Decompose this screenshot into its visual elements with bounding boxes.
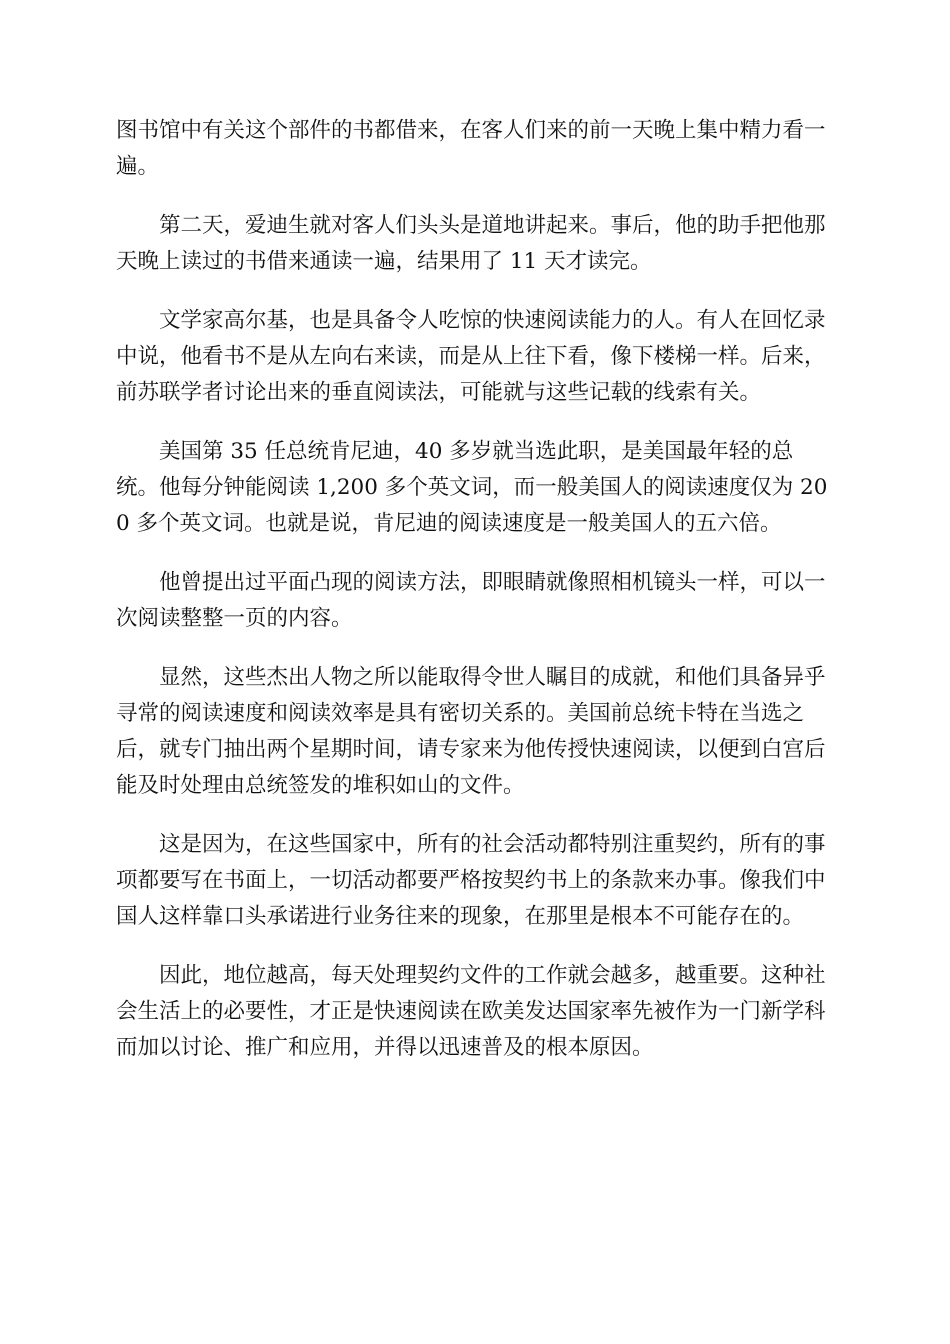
- paragraph-gorky: 文学家高尔基，也是具备令人吃惊的快速阅读能力的人。有人在回忆录中说，他看书不是从左向右来读，而是从上往下看，像下楼梯一样。后来，前苏联学者讨论出来的垂直阅读法，可能就与这些记载的线索有关。: [116, 308, 826, 405]
- paragraph-kennedy: 美国第 35 任总统肯尼迪，40 多岁就当选此职，是美国最年轻的总统。他每分钟能阅读 1,200 多个英文词，而一般美国人的阅读速度仅为 200 多个英文词。也就是说，肯尼迪的阅读速度是一般美国人的五六倍。: [116, 439, 828, 536]
- paragraph-edison: 第二天，爱迪生就对客人们头头是道地讲起来。事后，他的助手把他那天晚上读过的书借来通读一遍，结果用了 11 天才读完。: [116, 213, 826, 274]
- paragraph-reading-method: 他曾提出过平面凸现的阅读方法，即眼睛就像照相机镜头一样，可以一次阅读整整一页的内容。: [116, 570, 826, 631]
- paragraph-continued: 图书馆中有关这个部件的书都借来，在客人们来的前一天晚上集中精力看一遍。: [116, 118, 826, 179]
- paragraph-carter: 显然，这些杰出人物之所以能取得令世人瞩目的成就，和他们具备异乎寻常的阅读速度和阅读效率是具有密切关系的。美国前总统卡特在当选之后，就专门抽出两个星期时间，请专家来为他传授快速阅读，以便到白宫后能及时处理由总统签发的堆积如山的文件。: [116, 665, 826, 798]
- paragraph-conclusion: 因此，地位越高，每天处理契约文件的工作就会越多，越重要。这种社会生活上的必要性，才正是快速阅读在欧美发达国家率先被作为一门新学科而加以讨论、推广和应用，并得以迅速普及的根本原因。: [116, 963, 826, 1060]
- paragraph-contracts: 这是因为，在这些国家中，所有的社会活动都特别注重契约，所有的事项都要写在书面上，一切活动都要严格按契约书上的条款来办事。像我们中国人这样靠口头承诺进行业务往来的现象，在那里是根本不可能存在的。: [116, 832, 826, 929]
